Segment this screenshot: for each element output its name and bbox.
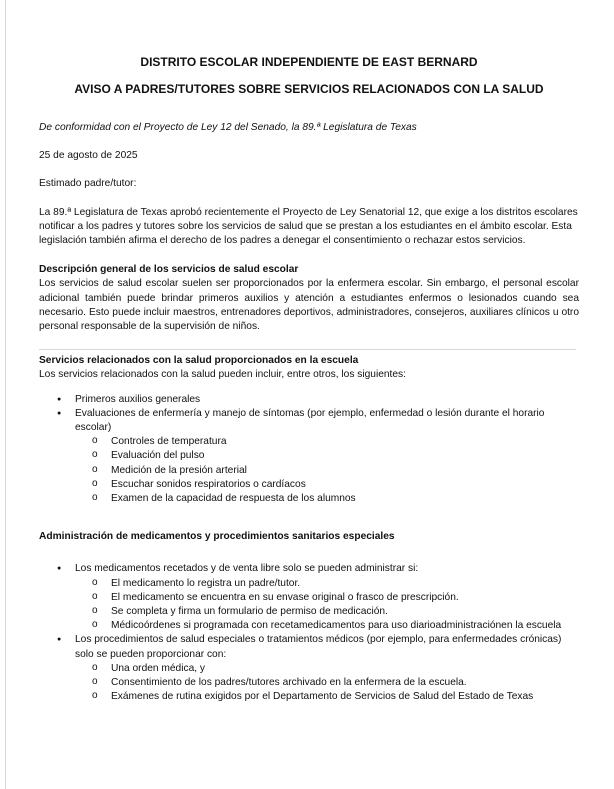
list-item-text: Los procedimientos de salud especiales o tratamientos médicos (por ejemplo, para enfermedades crónicas) solo se pueden proporcionar con: xyxy=(75,634,562,660)
sub-list-item: o Se completa y firma un formulario de permiso de medicación. xyxy=(75,605,579,619)
section-divider xyxy=(39,349,576,350)
overview-section xyxy=(39,263,579,334)
district-title: DISTRITO ESCOLAR INDEPENDIENTE DE EAST BERNARD xyxy=(140,55,478,69)
sub-list-item: o Medición de la presión arterial xyxy=(75,464,579,478)
page-left-edge xyxy=(5,0,6,789)
sub-list-item: o El medicamento se encuentra en su envase original o frasco de prescripción. xyxy=(75,591,579,605)
list-item xyxy=(39,633,579,704)
sub-list-item: o Evaluación del pulso xyxy=(75,449,579,463)
sub-list-item: o Médicoórdenes si programada con recetamedicamentos para uso diarioadministraciónen la escuela xyxy=(75,619,579,633)
medication-section xyxy=(39,530,579,704)
sub-list-item: o Controles de temperatura xyxy=(75,435,579,449)
list-item xyxy=(39,407,579,506)
greeting: Estimado padre/tutor: xyxy=(39,178,137,190)
list-item xyxy=(39,562,579,633)
procedures-sublist xyxy=(75,662,579,705)
overview-heading: Descripción general de los servicios de salud escolar xyxy=(39,264,299,276)
medication-sublist xyxy=(75,577,579,634)
overview-body: Los servicios de salud escolar suelen ser proporcionados por la enfermera escolar. Sin embargo, el personal escolar adicional también puede brindar primeros auxilios y atención a estudiantes enfermos o lesionados cuando sea necesario. Esto puede incluir maestros, entrenadores deportivos, administradores, consejeros, auxiliares clínicos u otro personal responsable de la supervisión de niños. xyxy=(39,278,579,333)
sub-list-item: o Examen de la capacidad de respuesta de los alumnos xyxy=(75,492,579,506)
sub-list-item: o Consentimiento de los padres/tutores archivado en la enfermera de la escuela. xyxy=(75,676,579,690)
list-item xyxy=(39,393,579,407)
sub-list-item: o El medicamento lo registra un padre/tutor. xyxy=(75,577,579,591)
document-body xyxy=(39,55,579,705)
sub-list-item: o Exámenes de rutina exigidos por el Departamento de Servicios de Salud del Estado de Texas xyxy=(75,690,579,704)
medication-heading: Administración de medicamentos y procedimientos sanitarios especiales xyxy=(39,531,395,543)
sub-list-item: o Una orden médica, y xyxy=(75,662,579,676)
services-section xyxy=(39,354,579,506)
services-sublist xyxy=(75,435,579,506)
services-list xyxy=(39,393,579,507)
notice-title: AVISO A PADRES/TUTORES SOBRE SERVICIOS RELACIONADOS CON LA SALUD xyxy=(74,82,544,96)
list-item-text: Los medicamentos recetados y de venta libre solo se pueden administrar si: xyxy=(75,563,419,575)
list-item-text: Primeros auxilios generales xyxy=(75,393,201,405)
notice-date: 25 de agosto de 2025 xyxy=(39,150,138,162)
services-lead: Los servicios relacionados con la salud pueden incluir, entre otros, los siguientes: xyxy=(39,369,406,381)
list-item-text: Evaluaciones de enfermería y manejo de síntomas (por ejemplo, enfermedad o lesión durante el horario escolar) xyxy=(75,407,545,434)
sub-list-item: o Escuchar sonidos respiratorios o cardíacos xyxy=(75,478,579,492)
compliance-note: De conformidad con el Proyecto de Ley 12 del Senado, la 89.ª Legislatura de Texas xyxy=(39,122,417,133)
intro-paragraph: La 89.ª Legislatura de Texas aprobó recientemente el Proyecto de Ley Senatorial 12, que exige a los distritos escolares notificar a los padres y tutores sobre los servicios de salud que se prestan a los estudiantes en el ámbito escolar. Esta legislación también afirma el derecho de los padres a denegar el consentimiento o rechazar estos servicios. xyxy=(39,206,578,247)
services-heading: Servicios relacionados con la salud proporcionados en la escuela xyxy=(39,355,359,367)
medication-list xyxy=(39,562,579,704)
